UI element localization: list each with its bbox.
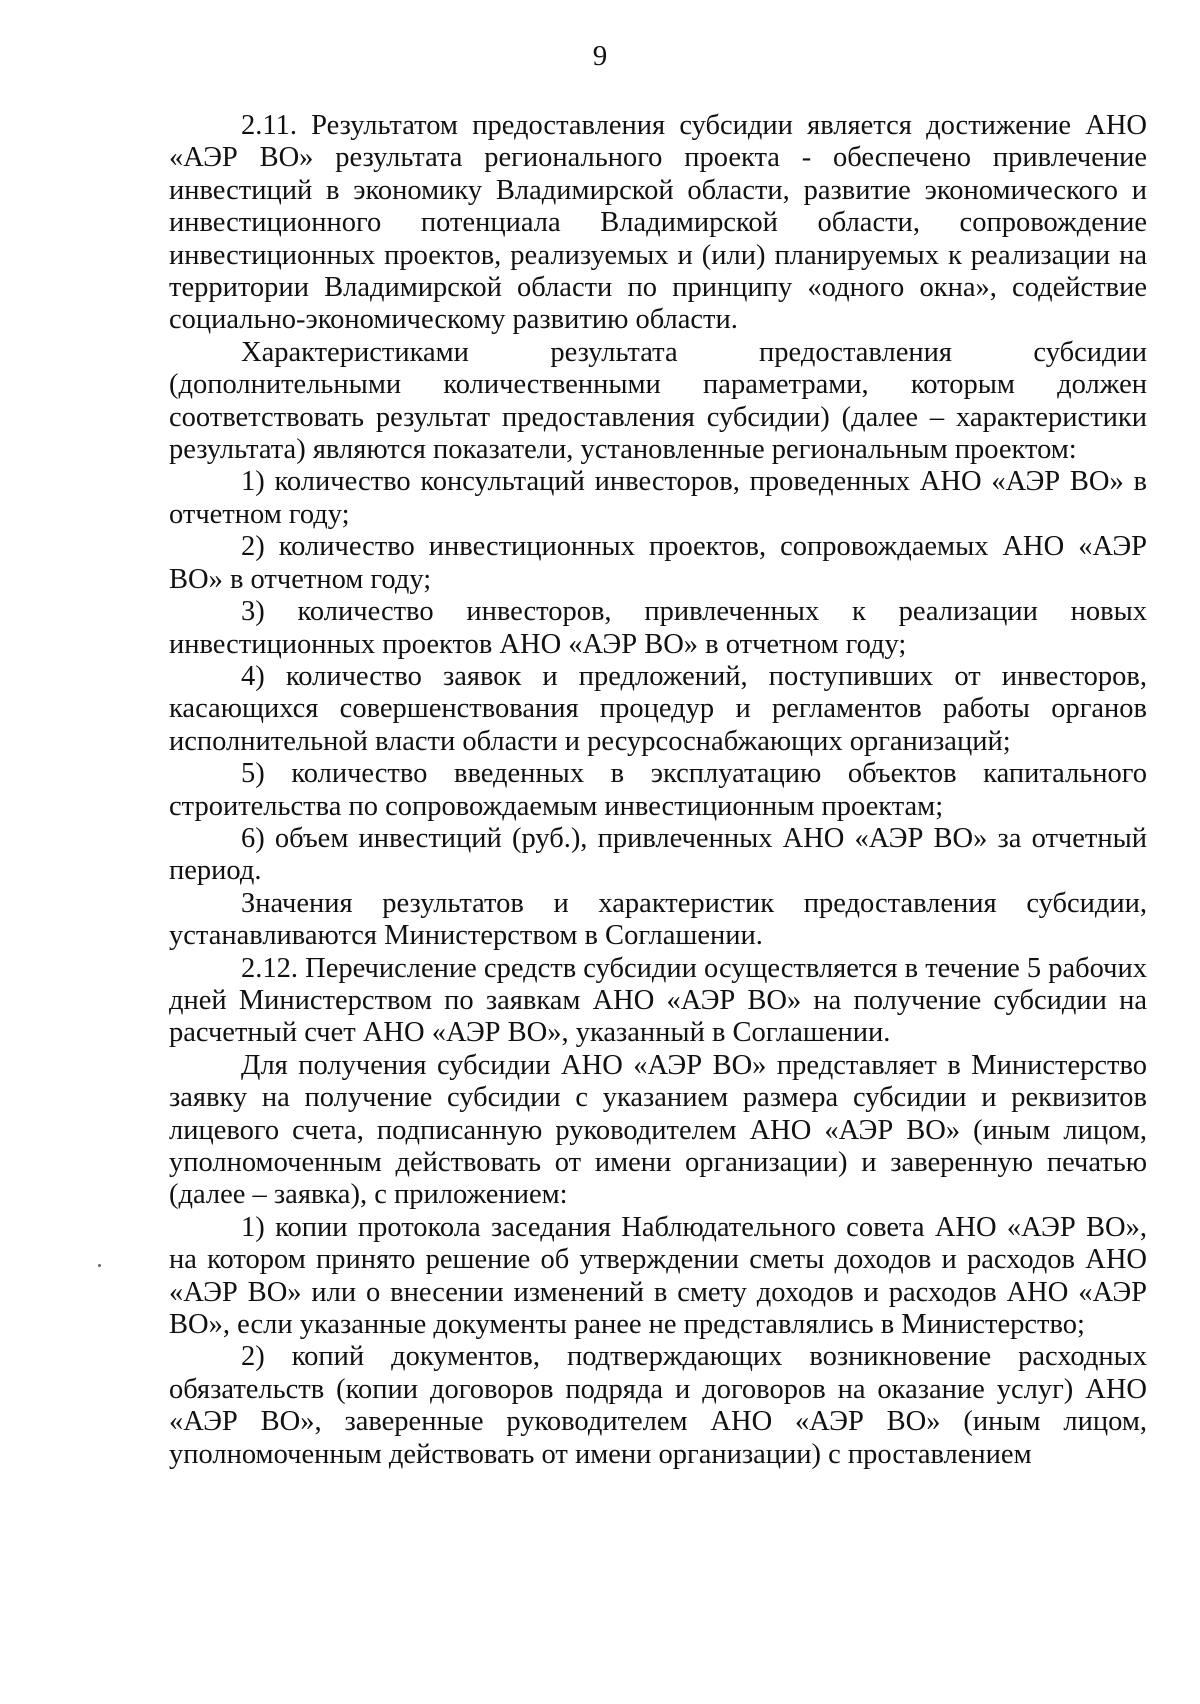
list-item-2-projects: 2) количество инвестиционных проектов, сопровождаемых АНО «АЭР ВО» в отчетном году; bbox=[169, 531, 1147, 595]
paragraph-characteristics: Характеристиками результата предоставления субсидии (дополнительными количественными параметрами, которым должен соответствовать результат предоставления субсидии) (далее – характеристики результата) являются показатели, установленные региональным проектом: bbox=[169, 336, 1147, 466]
list-item-4-applications: 4) количество заявок и предложений, поступивших от инвесторов, касающихся совершенствования процедур и регламентов работы органов исполнительной власти области и ресурсоснабжающих организаций; bbox=[169, 660, 1147, 757]
paragraph-2-12: 2.12. Перечисление средств субсидии осуществляется в течение 5 рабочих дней Министерством по заявкам АНО «АЭР ВО» на получение субсидии на расчетный счет АНО «АЭР ВО», указанный в Соглашении. bbox=[169, 952, 1147, 1049]
list-item-5-objects: 5) количество введенных в эксплуатацию объектов капитального строительства по сопровождаемым инвестиционным проектам; bbox=[169, 758, 1147, 822]
attachment-item-1-protocol: 1) копии протокола заседания Наблюдательного совета АНО «АЭР ВО», на котором принято решение об утверждении сметы доходов и расходов АНО «АЭР ВО» или о внесении изменений в смету доходов и расходов АНО «АЭР ВО», если указанные документы ранее не представлялись в Министерство; bbox=[169, 1211, 1147, 1341]
list-item-3-investors: 3) количество инвесторов, привлеченных к реализации новых инвестиционных проектов АНО «АЭР ВО» в отчетном году; bbox=[169, 596, 1147, 660]
attachment-item-2-documents: 2) копий документов, подтверждающих возникновение расходных обязательств (копии договоров подряда и договоров на оказание услуг) АНО «АЭР ВО», заверенные руководителем АНО «АЭР ВО» (иным лицом, уполномоченным действовать от имени организации) с проставлением bbox=[169, 1341, 1147, 1470]
paragraph-values: Значения результатов и характеристик предоставления субсидии, устанавливаются Министерством в Соглашении. bbox=[169, 887, 1147, 952]
paragraph-application: Для получения субсидии АНО «АЭР ВО» представляет в Министерство заявку на получение субсидии с указанием размера субсидии и реквизитов лицевого счета, подписанную руководителем АНО «АЭР ВО» (иным лицом, уполномоченным действовать от имени организации) и заверенную печатью (далее – заявка), с приложением: bbox=[169, 1049, 1147, 1211]
paragraph-2-11: 2.11. Результатом предоставления субсидии является достижение АНО «АЭР ВО» результата регионального проекта - обеспечено привлечение инвестиций в экономику Владимирской области, развитие экономического и инвестиционного потенциала Владимирской области, сопровождение инвестиционных проектов, реализуемых и (или) планируемых к реализации на территории Владимирской области по принципу «одного окна», содействие социально-экономическому развитию области. bbox=[169, 110, 1147, 336]
page-number: 9 bbox=[592, 40, 608, 72]
scan-speck bbox=[98, 1264, 101, 1267]
document-body bbox=[169, 110, 1147, 1471]
list-item-1-consultations: 1) количество консультаций инвесторов, проведенных АНО «АЭР ВО» в отчетном году; bbox=[169, 466, 1147, 530]
list-item-6-investment-volume: 6) объем инвестиций (руб.), привлеченных АНО «АЭР ВО» за отчетный период. bbox=[169, 822, 1147, 887]
